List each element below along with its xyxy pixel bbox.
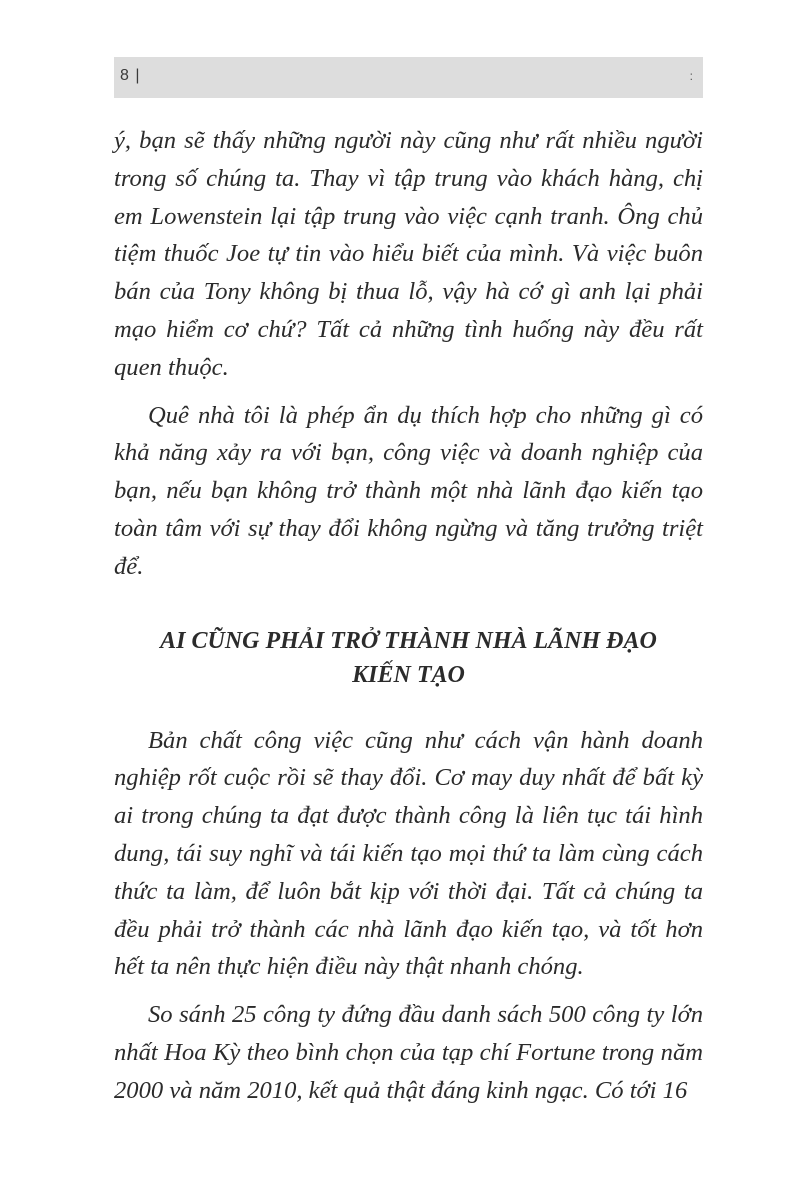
paragraph-1: ý, bạn sẽ thấy những người này cũng như rất nhiều người trong số chúng ta. Thay vì tập trung vào khách hàng, chị em Lowenstein lại tập trung vào việc cạnh tranh. Ông chủ tiệm thuốc Joe tự tin vào hiểu biết của mình. Và việc buôn bán của Tony không bị thua lỗ, vậy hà cớ gì anh lại phải mạo hiểm cơ chứ? Tất cả những tình huống này đều rất quen thuộc.: [114, 127, 703, 381]
header-mark: :: [689, 69, 693, 83]
section-heading: [114, 624, 703, 692]
page-header: [114, 57, 703, 98]
paragraph-4: So sánh 25 công ty đứng đầu danh sách 500 công ty lớn nhất Hoa Kỳ theo bình chọn của tạp chí Fortune trong năm 2000 và năm 2010, kết quả thật đáng kinh ngạc. Có tới 16: [114, 1001, 703, 1104]
paragraph-2: Quê nhà tôi là phép ẩn dụ thích hợp cho những gì có khả năng xảy ra với bạn, công việc và doanh nghiệp của bạn, nếu bạn không trở thành một nhà lãnh đạo kiến tạo toàn tâm với sự thay đổi không ngừng và tăng trưởng triệt để.: [114, 401, 703, 580]
paragraph-3: Bản chất công việc cũng như cách vận hành doanh nghiệp rốt cuộc rồi sẽ thay đổi. Cơ may duy nhất để bất kỳ ai trong chúng ta đạt được thành công là liên tục tái hình dung, tái suy nghĩ và tái kiến tạo mọi thứ ta làm cùng cách thức ta làm, để luôn bắt kịp với thời đại. Tất cả chúng ta đều phải trở thành các nhà lãnh đạo kiến tạo, và tốt hơn hết ta nên thực hiện điều này thật nhanh chóng.: [114, 726, 703, 981]
page-number: 8 |: [120, 67, 141, 84]
heading-line-1: AI CŨNG PHẢI TRỞ THÀNH NHÀ LÃNH ĐẠO: [160, 627, 657, 654]
page-body: [114, 122, 703, 1110]
heading-line-2: KIẾN TẠO: [352, 661, 465, 688]
